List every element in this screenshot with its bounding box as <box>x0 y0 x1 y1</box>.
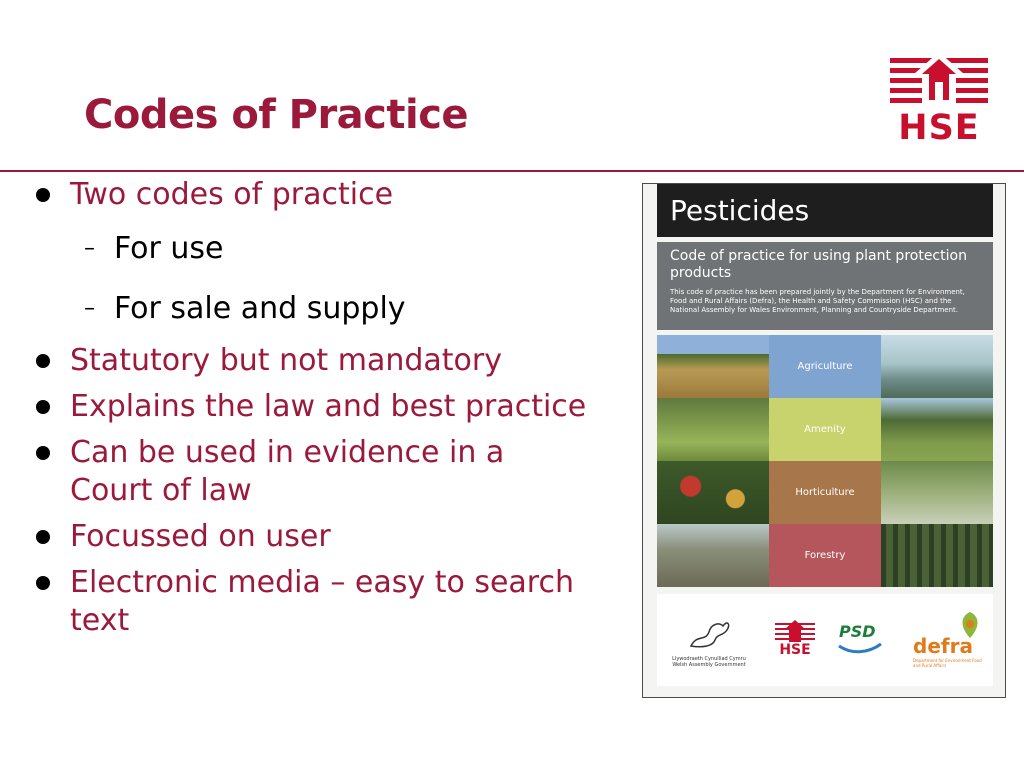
sprayer-photo <box>881 335 993 398</box>
bullet-dot-icon <box>36 354 50 368</box>
bullet-text: Focussed on user <box>70 519 331 554</box>
sub-bullet-text: For use <box>114 231 224 266</box>
bullet-item <box>34 176 634 214</box>
bullet-dot-icon <box>36 446 50 460</box>
agriculture-photo <box>657 335 769 398</box>
park-photo <box>881 398 993 461</box>
title-divider <box>0 170 1024 172</box>
defra-logo-text: defra <box>913 634 973 658</box>
clearing-photo <box>657 524 769 587</box>
pesticides-cover-image <box>642 183 1006 698</box>
defra-subtitle-text: Department for Environment Food and Rural Affairs <box>913 658 982 668</box>
cover-subtitle: Code of practice for using plant protection products <box>670 248 967 281</box>
flowers-photo <box>657 461 769 524</box>
bullet-item <box>34 342 634 380</box>
psd-logo-text: PSD <box>839 622 876 641</box>
bullet-text: Two codes of practice <box>70 177 394 212</box>
bullet-list <box>34 176 634 640</box>
cover-description: This code of practice has been prepared jointly by the Department for Environment, Food and Rural Affairs (Defra), the Health and Safety Commission (HSC) and the National Assembly for Wales Environment, Planning and Countryside Department. <box>670 288 965 314</box>
sub-bullet-item <box>34 230 634 268</box>
dash-icon: – <box>84 236 95 261</box>
cover-logo-strip <box>657 594 993 686</box>
psd-swoosh-icon <box>837 642 883 656</box>
section-label-forestry: Forestry <box>769 524 881 587</box>
bullet-dot-icon <box>36 530 50 544</box>
bullet-item <box>34 518 634 556</box>
bullet-dot-icon <box>36 576 50 590</box>
section-label-amenity: Amenity <box>769 398 881 461</box>
cover-hse-house-icon <box>775 620 815 642</box>
bullet-text: Electronic media – easy to search text <box>70 565 574 638</box>
dash-icon: – <box>84 296 95 321</box>
bullet-dot-icon <box>36 400 50 414</box>
sub-bullet-text: For sale and supply <box>114 291 406 326</box>
bullet-item <box>34 388 634 426</box>
bullet-item <box>34 564 640 640</box>
cover-header-panel <box>657 242 993 330</box>
bullet-text: Statutory but not mandatory <box>70 343 502 378</box>
welsh-assembly-text: Llywodraeth Cynulliad Cymru Welsh Assembly Government <box>672 656 746 668</box>
golf-photo <box>657 398 769 461</box>
garden-arch-photo <box>881 461 993 524</box>
cover-hse-logo-text: HSE <box>779 642 811 658</box>
defra-leaf-icon <box>957 610 983 640</box>
welsh-dragon-icon <box>687 616 733 652</box>
bullet-text: Explains the law and best practice <box>70 389 587 424</box>
section-label-horticulture: Horticulture <box>769 461 881 524</box>
bullet-item <box>34 434 540 510</box>
hse-house-icon <box>886 52 992 112</box>
bullet-dot-icon <box>36 188 50 202</box>
slide-title: Codes of Practice <box>84 92 469 138</box>
section-label-agriculture: Agriculture <box>769 335 881 398</box>
forest-photo <box>881 524 993 587</box>
sub-bullet-item <box>34 290 634 328</box>
cover-title: Pesticides <box>657 184 993 237</box>
hse-logo-text: HSE <box>898 108 980 148</box>
bullet-text: Can be used in evidence in a Court of law <box>70 435 505 508</box>
cover-photo-grid <box>657 335 993 587</box>
hse-logo <box>886 52 992 146</box>
